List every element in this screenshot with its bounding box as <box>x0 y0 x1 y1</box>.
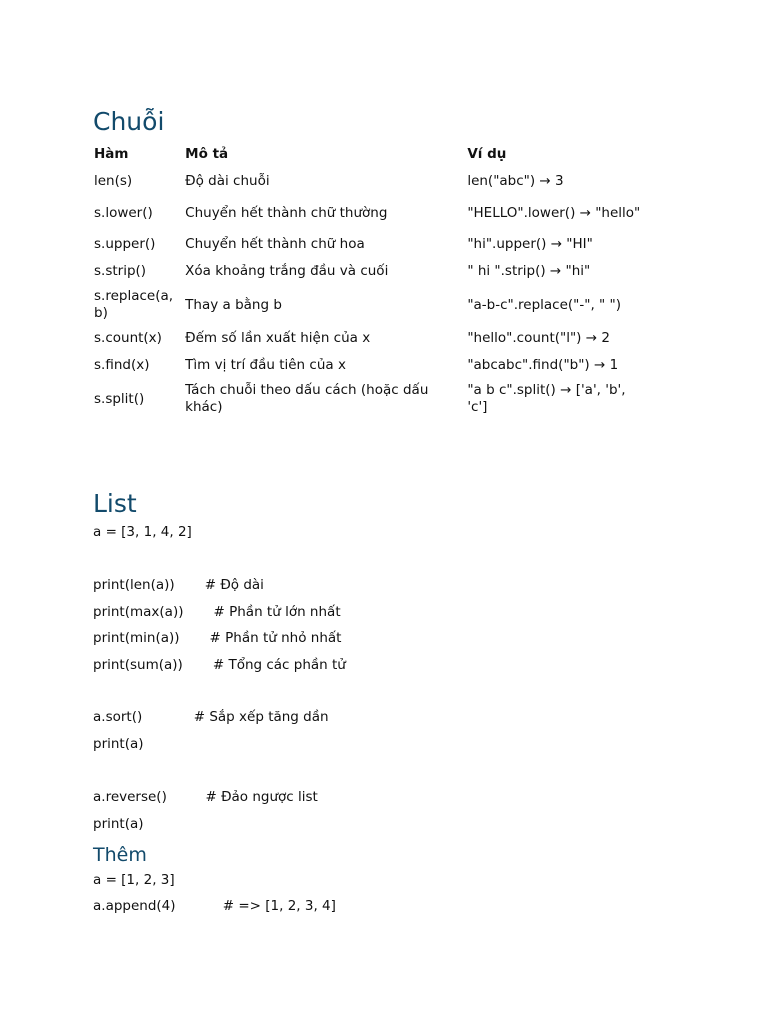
code-line: a.sort() # Sắp xếp tăng dần <box>93 709 329 725</box>
cell-description: Thay a bằng b <box>185 296 282 313</box>
cell-example: " hi ".strip() → "hi" <box>467 263 591 279</box>
section-heading-list: List <box>93 489 137 518</box>
cell-example: "HELLO".lower() → "hello" <box>467 204 641 221</box>
cell-example: "a b c".split() → ['a', 'b', 'c'] <box>467 382 626 415</box>
header-example: Ví dụ <box>467 145 507 162</box>
code-line: print(a) <box>93 736 144 752</box>
table-row <box>88 195 648 231</box>
cell-function: s.lower() <box>94 204 153 221</box>
code-line: a = [1, 2, 3] <box>93 872 175 888</box>
cell-function: s.split() <box>94 390 145 407</box>
code-line: print(min(a)) # Phần tử nhỏ nhất <box>93 630 342 646</box>
code-line: print(max(a)) # Phần tử lớn nhất <box>93 604 341 620</box>
cell-description: Tách chuỗi theo dấu cách (hoặc dấu khác) <box>185 382 429 415</box>
code-line: a.reverse() # Đảo ngược list <box>93 789 318 805</box>
header-description: Mô tả <box>185 145 229 162</box>
string-functions-table <box>88 140 648 419</box>
table-row <box>88 352 648 379</box>
table-header-row <box>88 140 648 168</box>
table-row <box>88 379 648 419</box>
code-line: print(a) <box>93 816 144 832</box>
cell-function: s.replace(a, b) <box>94 288 174 321</box>
cell-example: len("abc") → 3 <box>467 173 564 189</box>
table-row <box>88 285 648 325</box>
code-line: a.append(4) # => [1, 2, 3, 4] <box>93 898 336 914</box>
cell-description: Tìm vị trí đầu tiên của x <box>185 357 346 373</box>
code-line: a = [3, 1, 4, 2] <box>93 524 192 540</box>
code-line: print(sum(a)) # Tổng các phần tử <box>93 657 346 673</box>
cell-example: "abcabc".find("b") → 1 <box>467 357 619 373</box>
cell-function: len(s) <box>94 173 133 189</box>
cell-description: Xóa khoảng trắng đầu và cuối <box>185 263 389 279</box>
table-row <box>88 231 648 258</box>
cell-function: s.upper() <box>94 236 156 252</box>
cell-function: s.strip() <box>94 263 147 279</box>
section-heading-add: Thêm <box>93 844 147 866</box>
cell-function: s.find(x) <box>94 357 150 373</box>
section-heading-string: Chuỗi <box>93 107 165 136</box>
cell-description: Chuyển hết thành chữ thường <box>185 204 388 221</box>
header-function: Hàm <box>94 145 129 162</box>
table-row <box>88 325 648 352</box>
cell-description: Chuyển hết thành chữ hoa <box>185 236 365 252</box>
cell-example: "hello".count("l") → 2 <box>467 330 610 346</box>
cell-description: Đếm số lần xuất hiện của x <box>185 330 371 346</box>
cell-example: "hi".upper() → "HI" <box>467 236 593 252</box>
table-row <box>88 258 648 285</box>
cell-function: s.count(x) <box>94 330 162 346</box>
code-line: print(len(a)) # Độ dài <box>93 577 264 593</box>
table-row <box>88 168 648 195</box>
cell-description: Độ dài chuỗi <box>185 173 270 189</box>
cell-example: "a-b-c".replace("-", " ") <box>467 296 622 313</box>
